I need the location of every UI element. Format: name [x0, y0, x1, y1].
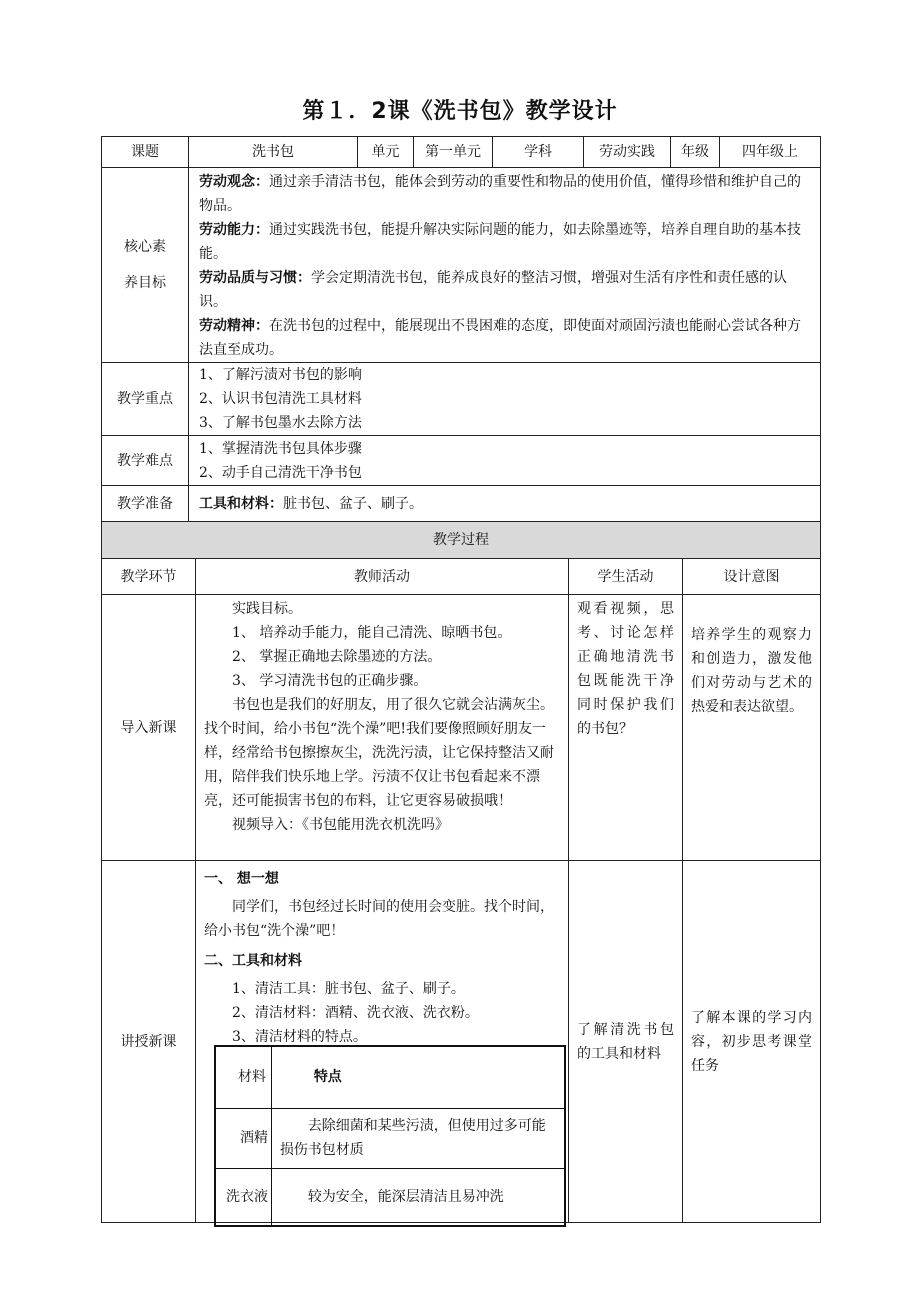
- list-item: 2、动手自己清洗干净书包: [199, 464, 362, 481]
- lesson-stage: 讲授新课: [102, 861, 196, 1223]
- goal-head: 劳动观念：: [199, 174, 269, 190]
- intro-paragraph: 书包也是我们的好朋友，用了很久它就会沾满灰尘。找个时间，给小书包“洗个澡”吧!我们要像照顾好朋友一样，经常给书包擦擦灰尘，洗洗污渍，让它保持整洁又耐用，陪伴我们快乐地上学。污渍不仅让书包看起来不漂亮，还可能损害书包的布料，让它更容易破损哦！: [204, 697, 554, 809]
- column-header: 教学环节: [102, 559, 196, 595]
- subject-label: 学科: [493, 137, 584, 168]
- column-header: 学生活动: [569, 559, 683, 595]
- list-item: 1、了解污渍对书包的影响: [199, 367, 362, 383]
- intro-stage: 导入新课: [102, 595, 196, 861]
- material-feature: 去除细菌和某些污渍，但使用过多可能损伤书包材质: [271, 1108, 565, 1168]
- goal-item: [199, 266, 812, 314]
- key-points-label: 教学重点: [102, 363, 189, 436]
- goal-text: 学会定期清洗书包，能养成良好的整洁习惯，增强对生活有序性和责任感的认识。: [199, 270, 787, 310]
- goals-row: [102, 168, 821, 363]
- intro-line: 实践目标。: [232, 601, 302, 617]
- list-item: 3、了解书包墨水去除方法: [199, 415, 362, 431]
- materials-header-material: 材料: [238, 1069, 266, 1086]
- key-points-row: [102, 363, 821, 436]
- goal-item: [199, 170, 812, 218]
- section-title: 二、工具和材料: [204, 953, 302, 969]
- unit-value: 第一单元: [414, 137, 493, 168]
- column-header: 设计意图: [683, 559, 821, 595]
- process-title-row: [102, 522, 821, 559]
- material-name: 洗衣液: [226, 1188, 268, 1205]
- list-item: 1、掌握清洗书包具体步骤: [199, 440, 362, 457]
- header-row: [102, 137, 821, 168]
- intro-line: 3、 学习清洗书包的正确步骤。: [232, 673, 428, 689]
- subject-value: 劳动实践: [584, 137, 671, 168]
- materials-header-feature: 特点: [271, 1046, 565, 1108]
- lesson-student-activity: 了解清洗书包的工具和材料: [569, 861, 683, 1223]
- section-title: 一、 想一想: [204, 871, 279, 887]
- intro-row: [102, 595, 821, 861]
- table-row: [215, 1168, 565, 1226]
- lesson-info-table: [101, 136, 821, 523]
- topic-value: 洗书包: [189, 137, 358, 168]
- table-row: [215, 1108, 565, 1168]
- list-item: 1、清洁工具：脏书包、盆子、刷子。: [232, 981, 465, 997]
- unit-label: 单元: [358, 137, 414, 168]
- goal-text: 通过亲手清洁书包，能体会到劳动的重要性和物品的使用价值，懂得珍惜和维护自己的物品。: [199, 174, 801, 214]
- intro-student-activity: 观看视频，思考、讨论怎样正确地清洗书包既能洗干净同时保护我们的书包？: [569, 595, 683, 861]
- list-item: 2、清洁材料：酒精、洗衣液、洗衣粉。: [232, 1005, 479, 1021]
- intro-line: 视频导入：《书包能用洗衣机洗吗》: [232, 817, 449, 833]
- process-header-row: [102, 559, 821, 595]
- preparation-head: 工具和材料：: [199, 496, 283, 512]
- page-title: 第１．2课《洗书包》教学设计: [302, 99, 618, 124]
- material-name: 酒精: [240, 1130, 268, 1146]
- goal-text: 通过实践洗书包，能提升解决实际问题的能力，如去除墨迹等，培养自理自助的基本技能。: [199, 222, 801, 262]
- list-item: 3、清洁材料的特点。: [232, 1029, 367, 1045]
- process-title: 教学过程: [102, 522, 821, 559]
- column-header: 教师活动: [196, 559, 569, 595]
- list-item: 2、认识书包清洗工具材料: [199, 391, 362, 407]
- goal-item: [199, 314, 812, 362]
- grade-label: 年级: [671, 137, 720, 168]
- intro-design-intent: 培养学生的观察力和创造力，激发他们对劳动与艺术的热爱和表达欲望。: [683, 595, 821, 861]
- topic-label: 课题: [102, 137, 189, 168]
- preparation-row: [102, 486, 821, 523]
- preparation-label: 教学准备: [102, 486, 189, 523]
- goal-item: [199, 218, 812, 266]
- intro-line: 2、 掌握正确地去除墨迹的方法。: [232, 649, 442, 665]
- materials-header-row: [215, 1046, 565, 1108]
- materials-table: [214, 1045, 566, 1227]
- preparation-text: 脏书包、盆子、刷子。: [283, 496, 423, 512]
- goal-head: 劳动品质与习惯：: [199, 270, 311, 286]
- lesson-design-intent: 了解本课的学习内容，初步思考课堂任务: [683, 861, 821, 1223]
- goal-head: 劳动能力：: [199, 222, 269, 238]
- section-text: 同学们，书包经过长时间的使用会变脏。找个时间，给小书包“洗个澡”吧！: [204, 899, 554, 939]
- goals-label: 核心素养目标: [124, 239, 166, 291]
- goal-head: 劳动精神：: [199, 318, 269, 334]
- material-feature: 较为安全，能深层清洁且易冲洗: [271, 1168, 565, 1226]
- difficulties-label: 教学难点: [102, 436, 189, 486]
- intro-line: 1、 培养动手能力，能自己清洗、晾晒书包。: [232, 625, 512, 641]
- goal-text: 在洗书包的过程中，能展现出不畏困难的态度，即使面对顽固污渍也能耐心尝试各种方法直至成功。: [199, 318, 801, 358]
- grade-value: 四年级上: [720, 137, 821, 168]
- difficulties-row: [102, 436, 821, 486]
